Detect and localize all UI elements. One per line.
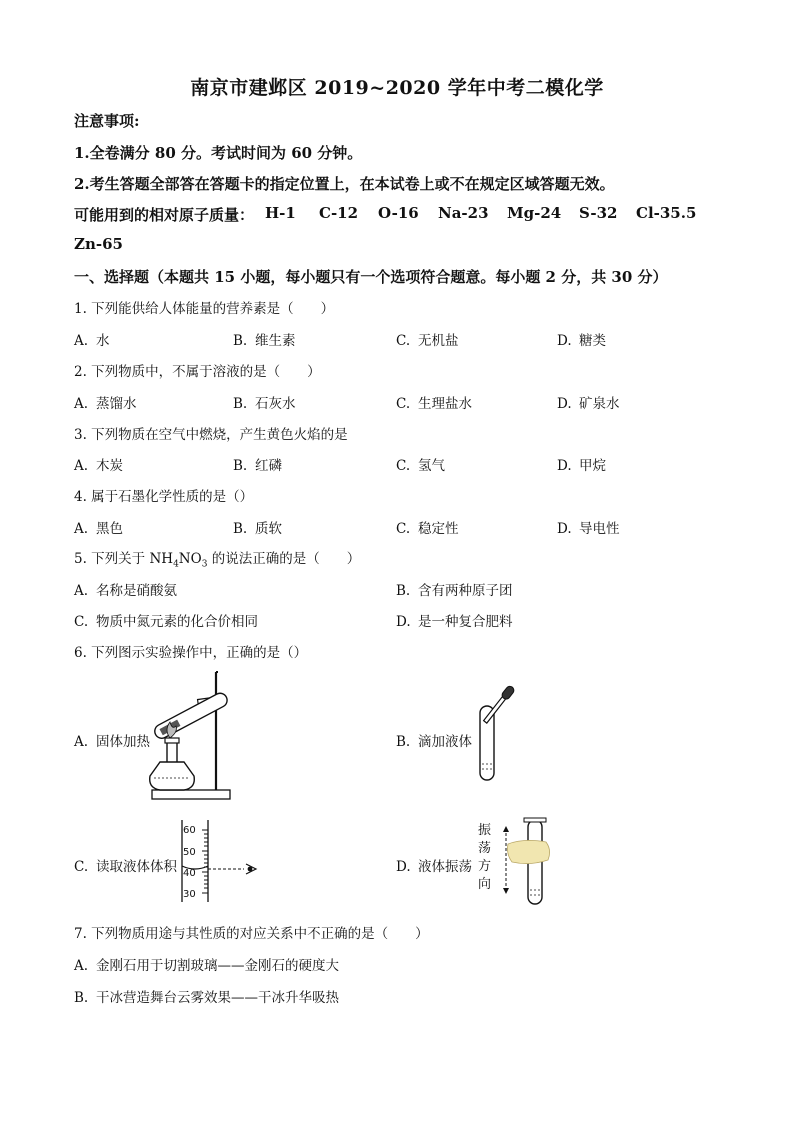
cylinder-tick-50: 50	[183, 847, 196, 858]
q7-option-a[interactable]: A. 金刚石用于切割玻璃——金刚石的硬度大	[74, 958, 339, 974]
q1-option-c[interactable]: C. 无机盐	[396, 333, 459, 349]
q3-option-b[interactable]: B. 红磷	[233, 458, 282, 474]
q1-option-b[interactable]: B. 维生素	[233, 333, 296, 349]
atomic-mass-c: C-12	[319, 204, 359, 222]
graduated-cylinder-figure	[178, 818, 270, 904]
atomic-mass-zn: Zn-65	[74, 235, 123, 253]
q6-option-b[interactable]: B. 滴加液体	[396, 734, 472, 750]
q7-option-b[interactable]: B. 干冰营造舞台云雾效果——干冰升华吸热	[74, 990, 339, 1006]
q6-option-a[interactable]: A. 固体加热	[74, 734, 150, 750]
atomic-mass-na: Na-23	[438, 204, 489, 222]
question-7-stem: 7. 下列物质用途与其性质的对应关系中不正确的是（ ）	[74, 926, 429, 942]
shake-label-char-4: 向	[478, 877, 492, 892]
question-5-stem: 5. 下列关于 $NH_4NO_3$ 的说法正确的是（ ）	[74, 551, 361, 570]
solid-heating-figure	[140, 668, 240, 804]
question-2-stem: 2. 下列物质中，不属于溶液的是（ ）	[74, 364, 321, 380]
q1-option-d[interactable]: D. 糖类	[557, 333, 606, 349]
shaking-tube-figure	[474, 816, 558, 908]
atomic-mass-h: H-1	[265, 204, 296, 222]
q4-option-d[interactable]: D. 导电性	[557, 521, 620, 537]
question-3-stem: 3. 下列物质在空气中燃烧，产生黄色火焰的是	[74, 427, 348, 443]
q3-option-c[interactable]: C. 氢气	[396, 458, 445, 474]
q2-option-c[interactable]: C. 生理盐水	[396, 396, 472, 412]
q2-option-a[interactable]: A. 蒸馏水	[74, 396, 137, 412]
q2-option-d[interactable]: D. 矿泉水	[557, 396, 620, 412]
atomic-mass-mg: Mg-24	[507, 204, 562, 222]
section-heading: 一、选择题（本题共 15 小题，每小题只有一个选项符合题意。每小题 2 分，共 30 分）	[74, 268, 668, 286]
notice-line-2: 2.考生答题全部答在答题卡的指定位置上，在本试卷上或不在规定区域答题无效。	[74, 175, 615, 193]
shake-label-char-3: 方	[478, 859, 492, 874]
notice-heading: 注意事项:	[74, 112, 140, 130]
notice-line-1: 1.全卷满分 80 分。考试时间为 60 分钟。	[74, 144, 363, 162]
atomic-mass-o: O-16	[378, 204, 419, 222]
q3-option-a[interactable]: A. 木炭	[74, 458, 123, 474]
q3-option-d[interactable]: D. 甲烷	[557, 458, 606, 474]
question-4-stem: 4. 属于石墨化学性质的是（）	[74, 489, 254, 505]
q5-option-d[interactable]: D. 是一种复合肥料	[396, 614, 513, 630]
atomic-mass-cl: Cl-35.5	[636, 204, 697, 222]
q4-option-c[interactable]: C. 稳定性	[396, 521, 459, 537]
cylinder-tick-40: 40	[183, 868, 196, 879]
shake-label-char-2: 荡	[478, 841, 492, 856]
atomic-mass-s: S-32	[579, 204, 618, 222]
q2-option-b[interactable]: B. 石灰水	[233, 396, 296, 412]
q5-option-b[interactable]: B. 含有两种原子团	[396, 583, 513, 599]
q1-option-a[interactable]: A. 水	[74, 333, 110, 349]
q4-option-a[interactable]: A. 黑色	[74, 521, 123, 537]
question-1-stem: 1. 下列能供给人体能量的营养素是（ ）	[74, 301, 335, 317]
shake-label-char-1: 振	[478, 823, 492, 838]
page-title: 南京市建邺区 2019~2020 学年中考二模化学	[190, 77, 604, 99]
dropper-figure	[472, 682, 528, 784]
atomic-mass-label: 可能用到的相对原子质量：	[74, 206, 255, 224]
q5-option-a[interactable]: A. 名称是硝酸氨	[74, 583, 177, 599]
q4-option-b[interactable]: B. 质软	[233, 521, 282, 537]
cylinder-tick-30: 30	[183, 889, 196, 900]
q6-option-c[interactable]: C. 读取液体体积	[74, 859, 177, 875]
cylinder-tick-60: 60	[183, 825, 196, 836]
question-6-stem: 6. 下列图示实验操作中，正确的是（）	[74, 645, 308, 661]
q6-option-d[interactable]: D. 液体振荡	[396, 859, 472, 875]
q5-option-c[interactable]: C. 物质中氮元素的化合价相同	[74, 614, 258, 630]
